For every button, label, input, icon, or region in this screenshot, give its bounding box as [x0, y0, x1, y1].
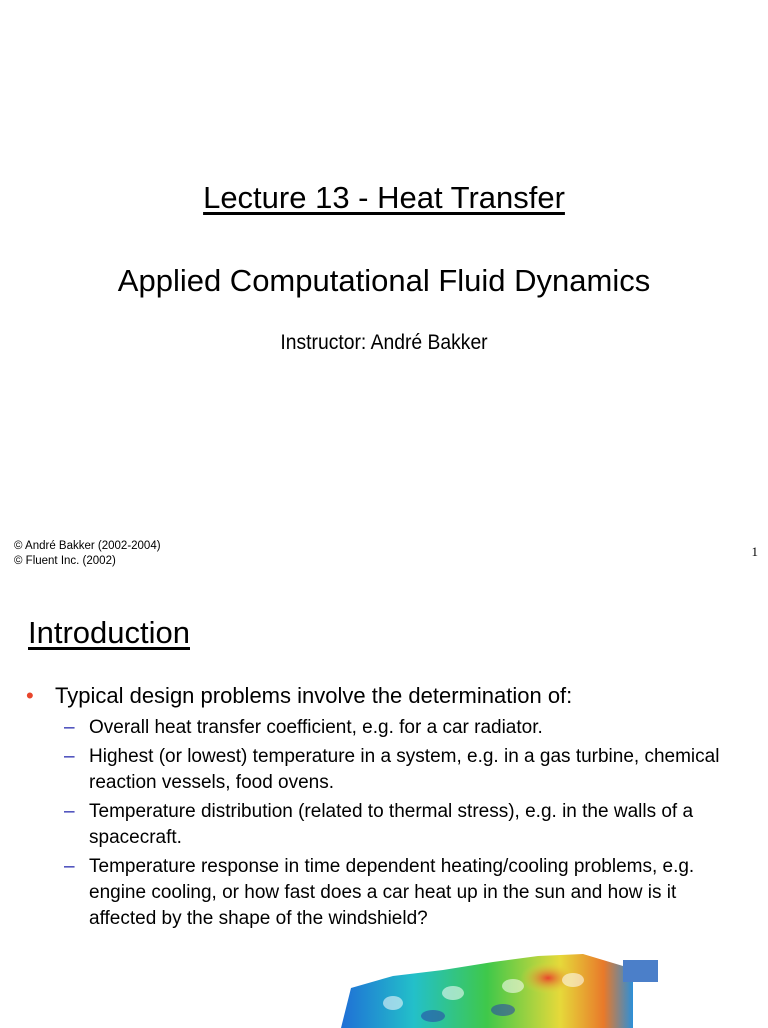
- dash-icon: –: [64, 856, 75, 877]
- dash-icon: –: [64, 746, 75, 767]
- sub-bullet-item: [64, 854, 744, 932]
- sub-bullet-item: [64, 715, 744, 741]
- slide-2: [0, 582, 768, 1024]
- intro-title: Introduction: [28, 615, 190, 650]
- sub-bullet-list: [64, 715, 744, 935]
- course-title: Applied Computational Fluid Dynamics: [117, 263, 651, 298]
- sub-bullet-text: Overall heat transfer coefficient, e.g. for a car radiator.: [89, 717, 543, 738]
- engine-temperature-image: [333, 948, 673, 1028]
- sub-bullet-text: Temperature distribution (related to thermal stress), e.g. in the walls of a spacecraft.: [89, 801, 694, 848]
- lecture-title: Lecture 13 - Heat Transfer: [203, 180, 565, 215]
- sub-bullet-text: Highest (or lowest) temperature in a system, e.g. in a gas turbine, chemical reaction vessels, food ovens.: [89, 746, 720, 793]
- dash-icon: –: [64, 717, 75, 738]
- main-bullet-text: Typical design problems involve the determination of:: [55, 683, 573, 708]
- dash-icon: –: [64, 801, 75, 822]
- copyright-line-2: © Fluent Inc. (2002): [14, 555, 116, 567]
- main-bullet: [26, 682, 746, 710]
- instructor-name: Instructor: André Bakker: [280, 331, 488, 354]
- bullet-icon: •: [26, 683, 34, 708]
- sub-bullet-text: Temperature response in time dependent heating/cooling problems, e.g. engine cooling, or how fast does a car heat up in the sun and how is it affected by the shape of the windshield?: [89, 856, 695, 929]
- sub-bullet-item: [64, 799, 744, 851]
- page-number: 1: [751, 544, 758, 559]
- sub-bullet-item: [64, 744, 744, 796]
- copyright-line-1: © André Bakker (2002-2004): [14, 540, 161, 552]
